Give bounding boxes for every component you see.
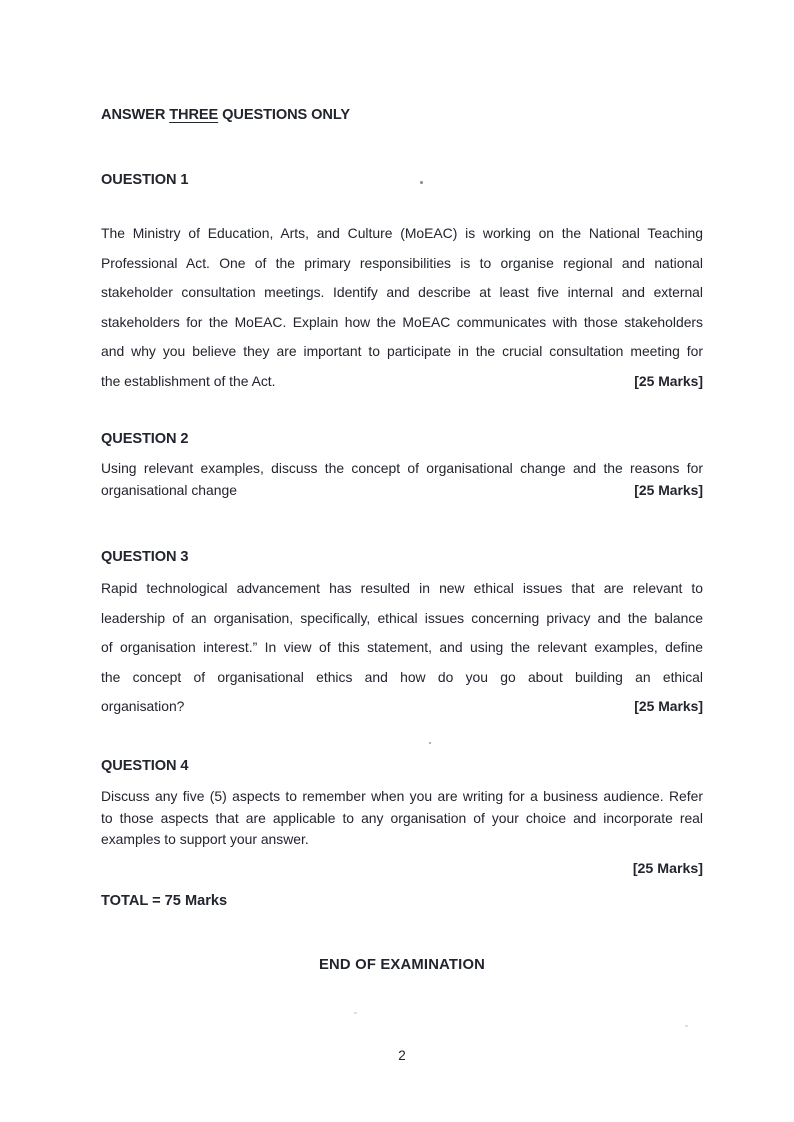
scan-speck (354, 1012, 357, 1014)
question-3-line-4: the concept of organisational ethics and how do you go about building an ethical (101, 668, 703, 685)
question-1-heading: OUESTION 1 (101, 172, 189, 188)
question-1-last-line (101, 367, 703, 397)
question-4-line-2: to those aspects that are applicable to any organisation of your choice and incorporate real (101, 809, 703, 826)
question-3-line-1: Rapid technological advancement has resulted in new ethical issues that are relevant to (101, 580, 703, 596)
question-2-last-line (101, 480, 703, 502)
question-2-line-1: Using relevant examples, discuss the concept of organisational change and the reasons for (101, 460, 703, 476)
question-1-marks: [25 Marks] (634, 372, 703, 389)
question-1-line-5: and why you believe they are important to participate in the crucial consultation meeting for (101, 343, 703, 360)
question-3-last-line (101, 692, 703, 722)
question-3-heading: QUESTION 3 (101, 549, 189, 565)
question-2-heading: QUESTION 2 (101, 431, 189, 447)
answer-instruction (101, 106, 703, 125)
question-4-line-1: Discuss any five (5) aspects to remember when you are writing for a business audience. Refer (101, 788, 703, 804)
question-1-line-4: stakeholders for the MoEAC. Explain how the MoEAC communicates with those stakeholders (101, 313, 703, 330)
question-3-marks: [25 Marks] (634, 698, 703, 715)
scan-speck (685, 1025, 688, 1027)
question-1-line-3: stakeholder consultation meetings. Identify and describe at least five internal and external (101, 284, 703, 301)
question-2-marks: [25 Marks] (634, 481, 703, 498)
question-1-line-1: The Ministry of Education, Arts, and Culture (MoEAC) is working on the National Teaching (101, 225, 703, 241)
question-1-line-2: Professional Act. One of the primary responsibilities is to organise regional and national (101, 254, 703, 271)
question-4-body (101, 786, 703, 851)
question-3-line-2: leadership of an organisation, specifically, ethical issues concerning privacy and the balance (101, 609, 703, 626)
question-3-body (101, 574, 703, 722)
question-4-heading: QUESTION 4 (101, 758, 189, 774)
question-1-last-line-text: the establishment of the Act. (101, 372, 276, 389)
question-1-body (101, 219, 703, 397)
answer-instruction-underlined-word: THREE (169, 107, 219, 123)
page-number: 2 (398, 1048, 406, 1063)
scan-speck (429, 742, 431, 744)
question-3-line-3: of organisation interest.” In view of this statement, and using the relevant examples, define (101, 639, 703, 656)
question-4-marks: [25 Marks] (632, 861, 703, 877)
total-marks: TOTAL = 75 Marks (101, 893, 228, 909)
question-2-last-line-text: organisational change (101, 481, 237, 498)
answer-instruction-post: QUESTIONS ONLY (218, 107, 350, 123)
question-4-last-line-text: examples to support your answer. (101, 831, 309, 848)
end-of-examination: END OF EXAMINATION (318, 957, 486, 973)
scan-speck (420, 181, 423, 184)
question-3-last-line-text: organisation? (101, 698, 185, 715)
answer-instruction-pre: ANSWER (101, 107, 170, 123)
question-2-body (101, 458, 703, 501)
